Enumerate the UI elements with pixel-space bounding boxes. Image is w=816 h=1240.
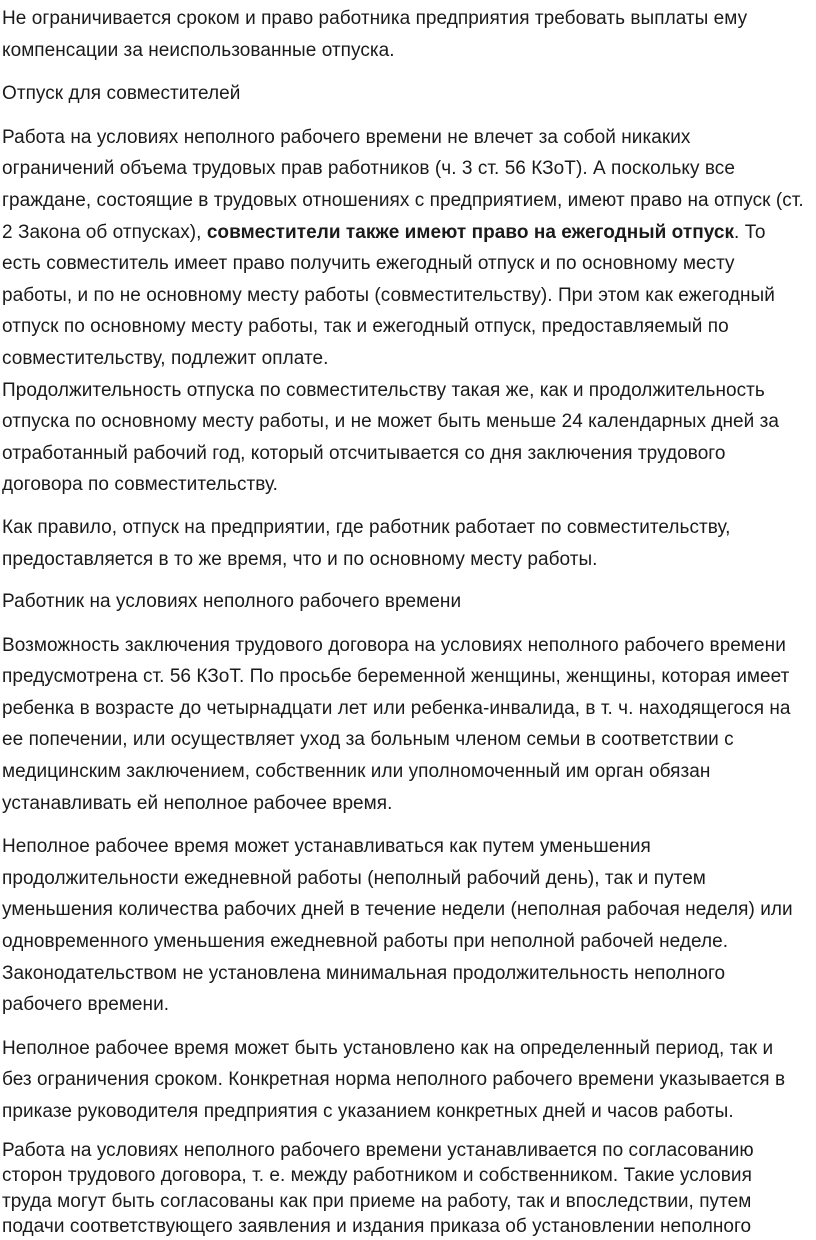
paragraph-text: . То есть совместитель имеет право получить ежегодный отпуск и по основному месту работы, и по не основному месту работы (совместительству). При этом как ежегодный отпуск по основному месту работы, так и ежегодный отпуск, предоставляемый по совместительству, подлежит оплате. [2, 221, 775, 369]
section-heading-part-time-worker: Работник на условиях неполного рабочего времени [2, 591, 462, 613]
section-heading-part-timers: Отпуск для совместителей [2, 83, 241, 105]
paragraph-part-time-forms: Неполное рабочее время может устанавливаться как путем уменьшения продолжительности ежедневной работы (неполный рабочий день), так и путем уменьшения количества рабочих дней в течение недели (неполная рабочая неделя) или одновременного уменьшения ежедневной работы при неполной рабочей неделе. Законодательством не установлена минимальная продолжительность неполного рабочего времени. [2, 836, 793, 1016]
paragraph-leave-duration: Продолжительность отпуска по совместительству такая же, как и продолжительность отпуска по основному месту работы, и не может быть меньше 24 календарных дней за отработанный рабочий год, который отсчитывается со дня заключения трудового договора по совместительству. [2, 379, 779, 496]
paragraph-text: Работа на условиях неполного рабочего времени не влечет за собой никаких ограничений объема трудовых прав работников (ч. 3 ст. 56 КЗоТ). А поскольку все граждане, состоящие в трудовых отношениях с предприятием, имеют право на отпуск (ст. 2 Закона об отпусках), [2, 126, 804, 243]
paragraph-part-time-contract: Возможность заключения трудового договора на условиях неполного рабочего времени предусмотрена ст. 56 КЗоТ. По просьбе беременной женщины, женщины, которая имеет ребенка в возрасте до четырнадцати лет или ребенка-инвалида, в т. ч. находящегося на ее попечении, или осуществляет уход за больным членом семьи в соответствии с медицинским заключением, собственник или уполномоченный им орган обязан устанавливать ей неполное рабочее время. [2, 634, 791, 814]
paragraph-leave-timing: Как правило, отпуск на предприятии, где работник работает по совместительству, предоставляется в то же время, что и по основному месту работы. [2, 516, 731, 570]
bold-emphasis: совместители также имеют право на ежегодный отпуск [206, 221, 735, 243]
paragraph-compensation: Не ограничивается сроком и право работника предприятия требовать выплаты ему компенсации за неиспользованные отпуска. [2, 8, 748, 61]
paragraph-part-time-period: Неполное рабочее время может быть установлено как на определенный период, так и без ограничения сроком. Конкретная норма неполного рабочего времени указывается в приказе руководителя предприятия с указанием конкретных дней и часов работы. [2, 1037, 786, 1122]
paragraph-part-time-agreement: Работа на условиях неполного рабочего времени устанавливается по согласованию сторон трудового договора, т. е. между работником и собственником. Такие условия труда могут быть согласованы как при приеме на работу, так и впоследствии, путем подачи соответствующего заявления и издания приказа об установлении неполного [2, 1139, 754, 1238]
paragraph-part-timer-rights [2, 122, 806, 375]
